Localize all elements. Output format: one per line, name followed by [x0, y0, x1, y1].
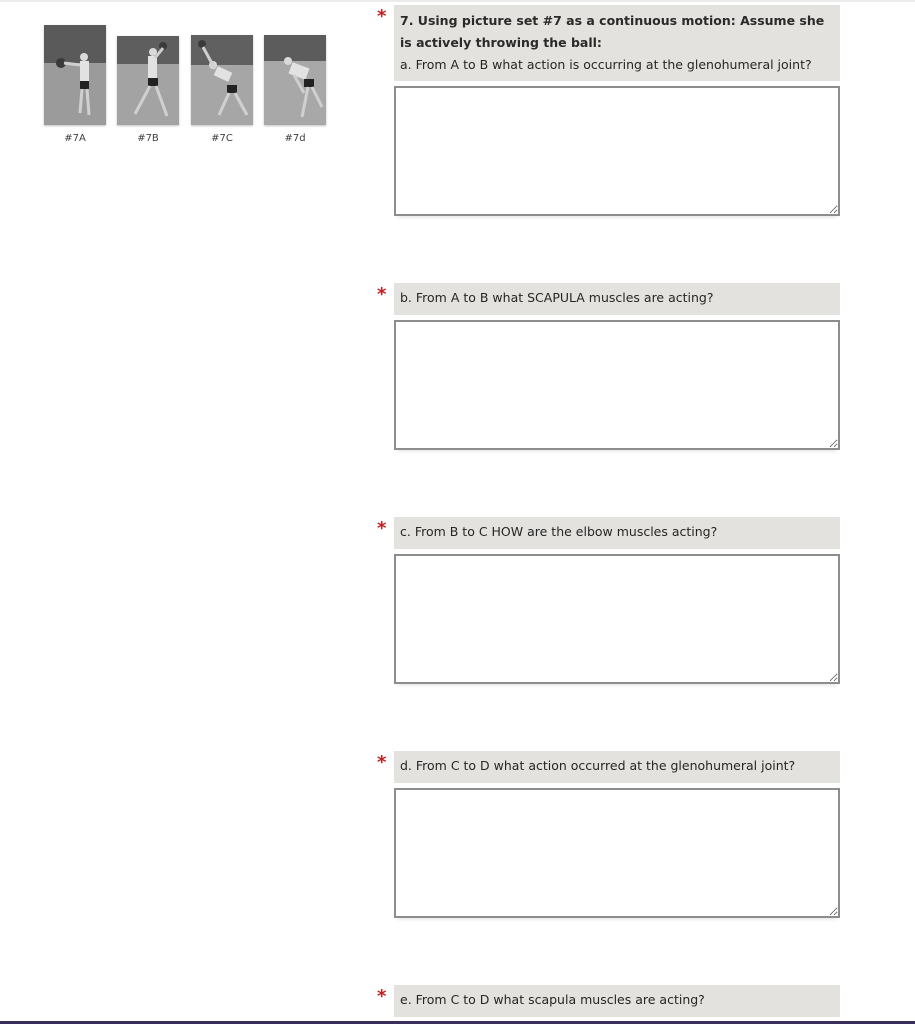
- question-7b-prompt: [394, 283, 840, 315]
- photo-7b: [117, 36, 179, 125]
- question-text: c. From B to C HOW are the elbow muscles acting?: [400, 524, 718, 539]
- answer-7a-textarea[interactable]: [394, 86, 840, 216]
- photo-caption: #7d: [284, 133, 306, 144]
- required-asterisk: *: [377, 752, 387, 773]
- required-asterisk: *: [377, 6, 387, 27]
- required-asterisk: *: [377, 284, 387, 305]
- required-asterisk: *: [377, 986, 387, 1007]
- answer-7b-textarea[interactable]: [394, 320, 840, 450]
- question-text: a. From A to B what action is occurring at the glenohumeral joint?: [400, 57, 812, 72]
- required-asterisk: *: [377, 518, 387, 539]
- photo-caption: #7B: [137, 133, 159, 144]
- question-title: 7. Using picture set #7 as a continuous motion: Assume she is actively throwing the ball:: [400, 13, 825, 50]
- photo-7c: [191, 35, 253, 125]
- question-7c-prompt: [394, 517, 840, 549]
- question-7e-prompt: [394, 985, 840, 1017]
- photo-caption: #7A: [64, 133, 86, 144]
- photo-caption: #7C: [211, 133, 233, 144]
- photo-7d: [264, 35, 326, 125]
- question-7d-prompt: [394, 751, 840, 783]
- answer-7c-textarea[interactable]: [394, 554, 840, 684]
- answer-7d-textarea[interactable]: [394, 788, 840, 918]
- photo-7a: [44, 25, 106, 125]
- question-text: d. From C to D what action occurred at the glenohumeral joint?: [400, 758, 796, 773]
- question-7a-prompt: [394, 5, 840, 81]
- question-text: e. From C to D what scapula muscles are acting?: [400, 992, 705, 1007]
- top-divider: [0, 0, 915, 2]
- question-text: b. From A to B what SCAPULA muscles are acting?: [400, 290, 714, 305]
